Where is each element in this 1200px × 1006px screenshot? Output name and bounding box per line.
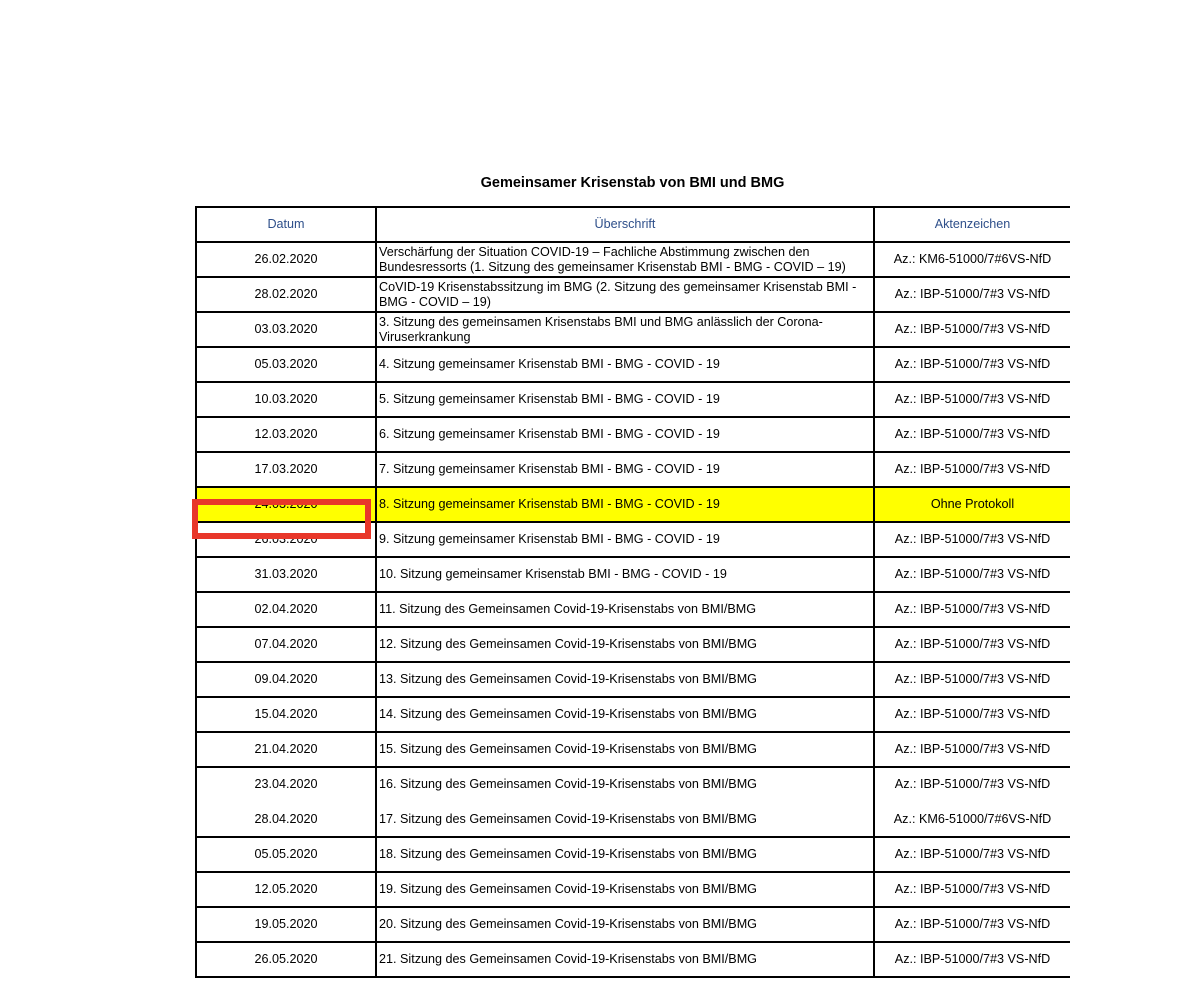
cell-ueberschrift: 19. Sitzung des Gemeinsamen Covid-19-Krisenstabs von BMI/BMG	[376, 872, 874, 907]
table-row	[196, 277, 1070, 312]
cell-datum: 26.05.2020	[196, 942, 376, 977]
cell-datum: 17.03.2020	[196, 452, 376, 487]
cell-datum: 26.03.2020	[196, 522, 376, 557]
table-row	[196, 662, 1070, 697]
column-header-ueberschrift: Überschrift	[376, 207, 874, 242]
cell-datum: 26.02.2020	[196, 242, 376, 277]
table-row	[196, 347, 1070, 382]
cell-ueberschrift: Verschärfung der Situation COVID-19 – Fachliche Abstimmung zwischen den Bundesressorts (1. Sitzung des gemeinsamer Krisenstab BMI - BMG - COVID – 19)	[376, 242, 874, 277]
cell-datum: 05.03.2020	[196, 347, 376, 382]
cell-ueberschrift: 13. Sitzung des Gemeinsamen Covid-19-Krisenstabs von BMI/BMG	[376, 662, 874, 697]
cell-aktenzeichen: Az.: IBP-51000/7#3 VS-NfD	[874, 382, 1070, 417]
cell-datum: 05.05.2020	[196, 837, 376, 872]
cell-ueberschrift: 4. Sitzung gemeinsamer Krisenstab BMI - BMG - COVID - 19	[376, 347, 874, 382]
cell-datum: 19.05.2020	[196, 907, 376, 942]
cell-ueberschrift: 14. Sitzung des Gemeinsamen Covid-19-Krisenstabs von BMI/BMG	[376, 697, 874, 732]
cell-aktenzeichen: Az.: IBP-51000/7#3 VS-NfD	[874, 627, 1070, 662]
cell-aktenzeichen: Az.: IBP-51000/7#3 VS-NfD	[874, 277, 1070, 312]
cell-ueberschrift: 16. Sitzung des Gemeinsamen Covid-19-Krisenstabs von BMI/BMG	[376, 767, 874, 802]
cell-aktenzeichen: Az.: KM6-51000/7#6VS-NfD	[874, 242, 1070, 277]
cell-ueberschrift: 6. Sitzung gemeinsamer Krisenstab BMI - BMG - COVID - 19	[376, 417, 874, 452]
cell-aktenzeichen: Az.: IBP-51000/7#3 VS-NfD	[874, 312, 1070, 347]
cell-datum: 12.05.2020	[196, 872, 376, 907]
cell-datum: 03.03.2020	[196, 312, 376, 347]
cell-ueberschrift: 15. Sitzung des Gemeinsamen Covid-19-Krisenstabs von BMI/BMG	[376, 732, 874, 767]
cell-ueberschrift: 8. Sitzung gemeinsamer Krisenstab BMI - BMG - COVID - 19	[376, 487, 874, 522]
cell-ueberschrift: 10. Sitzung gemeinsamer Krisenstab BMI - BMG - COVID - 19	[376, 557, 874, 592]
cell-datum: 10.03.2020	[196, 382, 376, 417]
cell-aktenzeichen: Az.: IBP-51000/7#3 VS-NfD	[874, 907, 1070, 942]
table-row	[196, 382, 1070, 417]
meeting-table-container	[195, 206, 1070, 1006]
cell-datum: 28.02.2020	[196, 277, 376, 312]
table-row	[196, 627, 1070, 662]
cell-aktenzeichen: Az.: IBP-51000/7#3 VS-NfD	[874, 697, 1070, 732]
table-row-highlighted	[196, 487, 1070, 522]
cell-aktenzeichen: Az.: IBP-51000/7#3 VS-NfD	[874, 417, 1070, 452]
table-row	[196, 452, 1070, 487]
cell-datum: 23.04.2020	[196, 767, 376, 802]
cell-datum: 09.04.2020	[196, 662, 376, 697]
table-row	[196, 592, 1070, 627]
cell-aktenzeichen: Az.: IBP-51000/7#3 VS-NfD	[874, 662, 1070, 697]
cell-aktenzeichen: Az.: KM6-51000/7#6VS-NfD	[874, 802, 1070, 837]
table-row	[196, 732, 1070, 767]
cell-aktenzeichen: Az.: IBP-51000/7#3 VS-NfD	[874, 942, 1070, 977]
cell-ueberschrift: 3. Sitzung des gemeinsamen Krisenstabs BMI und BMG anlässlich der Corona-Viruserkrankung	[376, 312, 874, 347]
table-row	[196, 417, 1070, 452]
cell-aktenzeichen: Az.: IBP-51000/7#3 VS-NfD	[874, 452, 1070, 487]
cell-aktenzeichen: Az.: IBP-51000/7#3 VS-NfD	[874, 872, 1070, 907]
cell-aktenzeichen: Az.: IBP-51000/7#3 VS-NfD	[874, 557, 1070, 592]
cell-ueberschrift: 5. Sitzung gemeinsamer Krisenstab BMI - BMG - COVID - 19	[376, 382, 874, 417]
table-row	[196, 837, 1070, 872]
table-row	[196, 802, 1070, 837]
table-row	[196, 767, 1070, 802]
cell-datum: 12.03.2020	[196, 417, 376, 452]
table-row	[196, 242, 1070, 277]
table-row	[196, 907, 1070, 942]
meeting-table	[195, 206, 1070, 978]
cell-ueberschrift: 20. Sitzung des Gemeinsamen Covid-19-Krisenstabs von BMI/BMG	[376, 907, 874, 942]
cell-aktenzeichen: Az.: IBP-51000/7#3 VS-NfD	[874, 732, 1070, 767]
cell-datum: 24.03.2020	[196, 487, 376, 522]
table-header-row	[196, 207, 1070, 242]
cell-aktenzeichen: Az.: IBP-51000/7#3 VS-NfD	[874, 837, 1070, 872]
cell-aktenzeichen: Az.: IBP-51000/7#3 VS-NfD	[874, 522, 1070, 557]
table-row	[196, 697, 1070, 732]
table-row	[196, 942, 1070, 977]
cell-datum: 31.03.2020	[196, 557, 376, 592]
table-row	[196, 312, 1070, 347]
cell-ueberschrift: 11. Sitzung des Gemeinsamen Covid-19-Krisenstabs von BMI/BMG	[376, 592, 874, 627]
column-header-datum: Datum	[196, 207, 376, 242]
cell-datum: 07.04.2020	[196, 627, 376, 662]
cell-aktenzeichen: Az.: IBP-51000/7#3 VS-NfD	[874, 767, 1070, 802]
cell-ueberschrift: 21. Sitzung des Gemeinsamen Covid-19-Krisenstabs von BMI/BMG	[376, 942, 874, 977]
cell-ueberschrift: CoVID-19 Krisenstabssitzung im BMG (2. Sitzung des gemeinsamer Krisenstab BMI - BMG - COVID – 19)	[376, 277, 874, 312]
cell-datum: 02.04.2020	[196, 592, 376, 627]
table-row	[196, 522, 1070, 557]
column-header-aktenzeichen: Aktenzeichen	[874, 207, 1070, 242]
document-title: Gemeinsamer Krisenstab von BMI und BMG	[480, 175, 785, 191]
table-row	[196, 557, 1070, 592]
cell-datum: 15.04.2020	[196, 697, 376, 732]
cell-aktenzeichen: Az.: IBP-51000/7#3 VS-NfD	[874, 592, 1070, 627]
cell-ueberschrift: 7. Sitzung gemeinsamer Krisenstab BMI - BMG - COVID - 19	[376, 452, 874, 487]
table-row	[196, 872, 1070, 907]
cell-ueberschrift: 12. Sitzung des Gemeinsamen Covid-19-Krisenstabs von BMI/BMG	[376, 627, 874, 662]
cell-datum: 21.04.2020	[196, 732, 376, 767]
cell-ueberschrift: 17. Sitzung des Gemeinsamen Covid-19-Krisenstabs von BMI/BMG	[376, 802, 874, 837]
cell-ueberschrift: 9. Sitzung gemeinsamer Krisenstab BMI - BMG - COVID - 19	[376, 522, 874, 557]
cell-ueberschrift: 18. Sitzung des Gemeinsamen Covid-19-Krisenstabs von BMI/BMG	[376, 837, 874, 872]
cell-aktenzeichen: Az.: IBP-51000/7#3 VS-NfD	[874, 347, 1070, 382]
cell-aktenzeichen: Ohne Protokoll	[874, 487, 1070, 522]
cell-datum: 28.04.2020	[196, 802, 376, 837]
